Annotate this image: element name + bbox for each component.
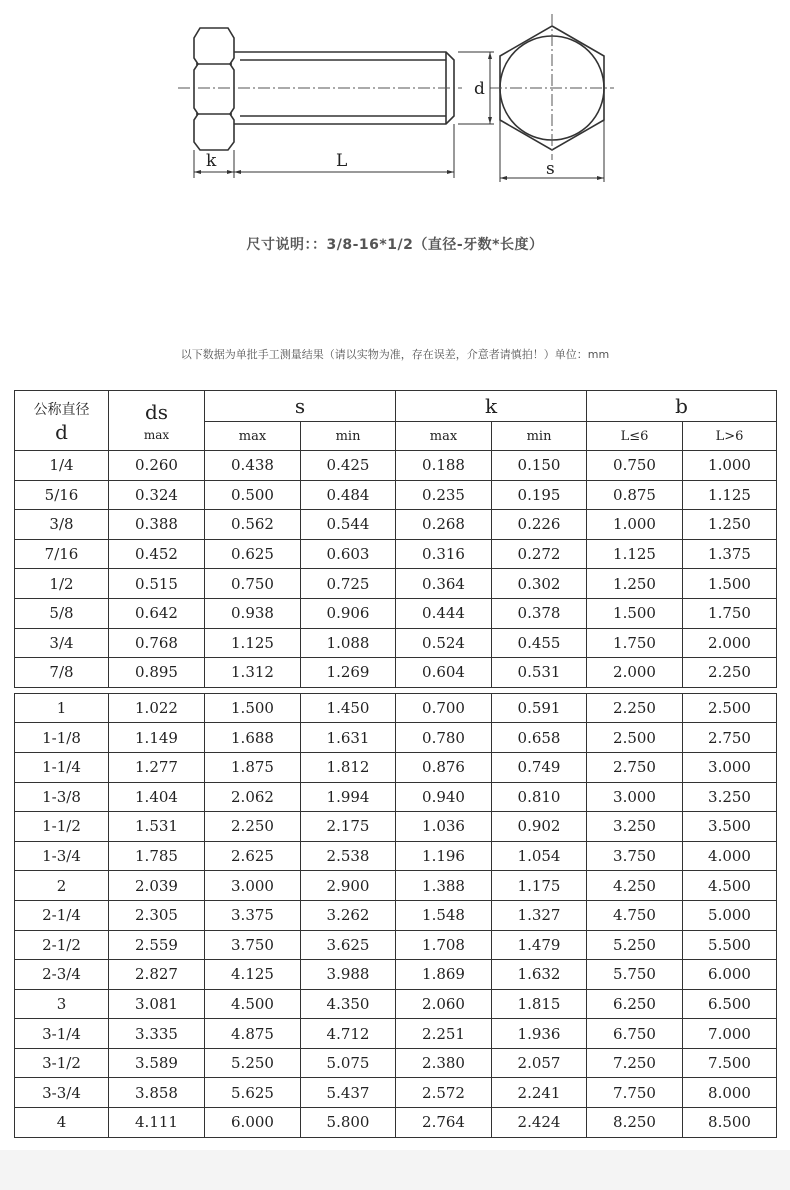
table-cell: 7.000	[683, 1019, 777, 1049]
table-cell: 1.875	[205, 752, 301, 782]
table-cell: 2.060	[396, 989, 492, 1019]
table-cell: 2.424	[492, 1108, 587, 1138]
table-cell: 4.750	[587, 900, 683, 930]
table-cell: 0.603	[301, 539, 396, 569]
table-cell: 1.149	[109, 723, 205, 753]
table-cell: 3.988	[301, 960, 396, 990]
table-cell: 1.500	[683, 569, 777, 599]
table-cell: 2.000	[683, 628, 777, 658]
table-cell: 1.936	[492, 1019, 587, 1049]
table-cell: 1.631	[301, 723, 396, 753]
table-cell: 1.994	[301, 782, 396, 812]
dim-label-L: L	[336, 151, 348, 171]
table-cell: 1.531	[109, 812, 205, 842]
table-cell: 8.000	[683, 1078, 777, 1108]
table-cell: 7.250	[587, 1048, 683, 1078]
header-k-min: min	[492, 422, 587, 451]
table-cell: 2.250	[587, 693, 683, 723]
table-cell: 0.438	[205, 451, 301, 481]
table-cell: 1/2	[15, 569, 109, 599]
table-cell: 4.500	[205, 989, 301, 1019]
table-cell: 2.750	[683, 723, 777, 753]
table-cell: 4	[15, 1108, 109, 1138]
table-cell: 1/4	[15, 451, 109, 481]
table-cell: 2	[15, 871, 109, 901]
table-cell: 1.812	[301, 752, 396, 782]
table-cell: 0.268	[396, 510, 492, 540]
table-cell: 0.780	[396, 723, 492, 753]
table-cell: 0.749	[492, 752, 587, 782]
table-cell: 8.500	[683, 1108, 777, 1138]
table-row	[15, 930, 777, 960]
table-cell: 0.938	[205, 598, 301, 628]
table-cell: 0.515	[109, 569, 205, 599]
header-k-max: max	[396, 422, 492, 451]
table-cell: 3.000	[683, 752, 777, 782]
table-cell: 0.531	[492, 658, 587, 688]
table-row	[15, 628, 777, 658]
table-cell: 0.895	[109, 658, 205, 688]
table-cell: 2-1/2	[15, 930, 109, 960]
table-row	[15, 723, 777, 753]
table-row	[15, 782, 777, 812]
table-cell: 4.125	[205, 960, 301, 990]
table-cell: 4.712	[301, 1019, 396, 1049]
table-row	[15, 960, 777, 990]
table-cell: 1.869	[396, 960, 492, 990]
table-cell: 7.750	[587, 1078, 683, 1108]
table-cell: 0.875	[587, 480, 683, 510]
table-cell: 1.000	[683, 451, 777, 481]
table-cell: 1.269	[301, 658, 396, 688]
table-cell: 3.500	[683, 812, 777, 842]
table-cell: 2.500	[683, 693, 777, 723]
table-cell: 0.658	[492, 723, 587, 753]
table-cell: 6.000	[205, 1108, 301, 1138]
bolt-head-outline	[194, 28, 234, 150]
table-cell: 0.378	[492, 598, 587, 628]
table-cell: 2.380	[396, 1048, 492, 1078]
table-cell: 1-3/4	[15, 841, 109, 871]
table-cell: 1-3/8	[15, 782, 109, 812]
table-row	[15, 1108, 777, 1138]
table-row	[15, 598, 777, 628]
table-cell: 0.226	[492, 510, 587, 540]
table-cell: 0.425	[301, 451, 396, 481]
table-row	[15, 451, 777, 481]
measurement-note: 以下数据为单批手工测量结果（请以实物为准，存在误差，介意者请慎拍！）单位：mm	[180, 348, 610, 361]
table-cell: 0.444	[396, 598, 492, 628]
table-cell: 2.900	[301, 871, 396, 901]
table-cell: 0.625	[205, 539, 301, 569]
table-row	[15, 539, 777, 569]
table-cell: 1.175	[492, 871, 587, 901]
table-cell: 0.810	[492, 782, 587, 812]
table-cell: 3.858	[109, 1078, 205, 1108]
footer-band	[0, 1150, 790, 1190]
header-b-gt6: L>6	[683, 422, 777, 451]
table-cell: 0.188	[396, 451, 492, 481]
table-cell: 0.500	[205, 480, 301, 510]
table-cell: 0.750	[587, 451, 683, 481]
table-cell: 3-3/4	[15, 1078, 109, 1108]
table-cell: 5.500	[683, 930, 777, 960]
table-cell: 1.327	[492, 900, 587, 930]
table-cell: 1.022	[109, 693, 205, 723]
table-cell: 0.324	[109, 480, 205, 510]
table-cell: 2.251	[396, 1019, 492, 1049]
dim-label-d: d	[474, 79, 485, 99]
table-cell: 2.559	[109, 930, 205, 960]
table-cell: 0.700	[396, 693, 492, 723]
table-group-large	[15, 693, 777, 1137]
table-cell: 6.250	[587, 989, 683, 1019]
header-ds	[109, 391, 205, 451]
table-cell: 0.260	[109, 451, 205, 481]
table-row	[15, 510, 777, 540]
header-ds-max: max	[143, 427, 170, 442]
table-cell: 3.335	[109, 1019, 205, 1049]
table-cell: 3.750	[205, 930, 301, 960]
table-cell: 1	[15, 693, 109, 723]
table-cell: 2.572	[396, 1078, 492, 1108]
header-nominal-label: 公称直径	[33, 401, 90, 418]
table-cell: 1.277	[109, 752, 205, 782]
table-row	[15, 871, 777, 901]
table-cell: 5.000	[683, 900, 777, 930]
table-cell: 7.500	[683, 1048, 777, 1078]
table-row	[15, 841, 777, 871]
header-k: k	[396, 391, 587, 422]
table-cell: 2.039	[109, 871, 205, 901]
table-cell: 1.312	[205, 658, 301, 688]
table-cell: 7/8	[15, 658, 109, 688]
table-cell: 3.625	[301, 930, 396, 960]
table-cell: 0.604	[396, 658, 492, 688]
table-cell: 0.524	[396, 628, 492, 658]
table-cell: 0.455	[492, 628, 587, 658]
table-cell: 3.081	[109, 989, 205, 1019]
table-cell: 1.632	[492, 960, 587, 990]
table-cell: 2.500	[587, 723, 683, 753]
table-cell: 1.500	[587, 598, 683, 628]
table-cell: 5.250	[587, 930, 683, 960]
table-cell: 0.235	[396, 480, 492, 510]
table-row	[15, 900, 777, 930]
dimension-caption: 尺寸说明：：3/8-16*1/2（直径-牙数*长度）	[246, 237, 544, 253]
table-cell: 3/4	[15, 628, 109, 658]
table-cell: 3.750	[587, 841, 683, 871]
table-cell: 5.625	[205, 1078, 301, 1108]
table-cell: 1-1/2	[15, 812, 109, 842]
table-cell: 1.375	[683, 539, 777, 569]
table-cell: 2.750	[587, 752, 683, 782]
header-nominal-diameter	[15, 391, 109, 451]
table-cell: 0.484	[301, 480, 396, 510]
bolt-spec-table	[14, 390, 777, 1138]
table-cell: 2-3/4	[15, 960, 109, 990]
table-cell: 1.250	[683, 510, 777, 540]
table-cell: 2.000	[587, 658, 683, 688]
table-cell: 2.062	[205, 782, 301, 812]
table-cell: 1.125	[205, 628, 301, 658]
table-cell: 1.785	[109, 841, 205, 871]
table-row	[15, 812, 777, 842]
table-cell: 2.241	[492, 1078, 587, 1108]
header-ds-symbol: ds	[144, 399, 169, 424]
table-cell: 2.625	[205, 841, 301, 871]
table-cell: 1.548	[396, 900, 492, 930]
table-cell: 0.902	[492, 812, 587, 842]
table-cell: 5.075	[301, 1048, 396, 1078]
table-cell: 3.589	[109, 1048, 205, 1078]
table-cell: 7/16	[15, 539, 109, 569]
table-cell: 1-1/4	[15, 752, 109, 782]
table-cell: 0.195	[492, 480, 587, 510]
table-cell: 3.000	[205, 871, 301, 901]
table-row	[15, 658, 777, 688]
table-cell: 0.940	[396, 782, 492, 812]
table-cell: 0.906	[301, 598, 396, 628]
table-cell: 0.768	[109, 628, 205, 658]
table-cell: 0.150	[492, 451, 587, 481]
table-cell: 2.250	[205, 812, 301, 842]
table-cell: 0.591	[492, 693, 587, 723]
table-cell: 0.452	[109, 539, 205, 569]
table-cell: 0.562	[205, 510, 301, 540]
header-b: b	[587, 391, 777, 422]
dim-label-k: k	[206, 151, 217, 171]
table-cell: 1.000	[587, 510, 683, 540]
table-cell: 1.088	[301, 628, 396, 658]
table-cell: 1.250	[587, 569, 683, 599]
table-cell: 1.815	[492, 989, 587, 1019]
table-cell: 1.125	[683, 480, 777, 510]
table-cell: 5.250	[205, 1048, 301, 1078]
table-cell: 5.750	[587, 960, 683, 990]
table-cell: 3.250	[683, 782, 777, 812]
table-cell: 5/16	[15, 480, 109, 510]
table-cell: 4.250	[587, 871, 683, 901]
table-cell: 0.725	[301, 569, 396, 599]
table-cell: 4.000	[683, 841, 777, 871]
table-cell: 4.500	[683, 871, 777, 901]
table-cell: 1-1/8	[15, 723, 109, 753]
table-cell: 1.450	[301, 693, 396, 723]
table-cell: 1.054	[492, 841, 587, 871]
table-row	[15, 989, 777, 1019]
table-cell: 3.262	[301, 900, 396, 930]
table-cell: 1.500	[205, 693, 301, 723]
table-cell: 3/8	[15, 510, 109, 540]
table-row	[15, 569, 777, 599]
table-cell: 0.876	[396, 752, 492, 782]
table-row	[15, 1048, 777, 1078]
table-cell: 0.364	[396, 569, 492, 599]
table-cell: 3	[15, 989, 109, 1019]
table-cell: 4.875	[205, 1019, 301, 1049]
header-s-min: min	[301, 422, 396, 451]
table-cell: 1.479	[492, 930, 587, 960]
table-row	[15, 1078, 777, 1108]
table-cell: 2.305	[109, 900, 205, 930]
table-cell: 1.388	[396, 871, 492, 901]
table-cell: 0.750	[205, 569, 301, 599]
header-nominal-symbol: d	[55, 419, 68, 444]
table-row	[15, 1019, 777, 1049]
table-cell: 3.250	[587, 812, 683, 842]
table-cell: 1.404	[109, 782, 205, 812]
table-cell: 1.750	[587, 628, 683, 658]
table-cell: 2.827	[109, 960, 205, 990]
table-group-fractional	[15, 451, 777, 688]
header-s-max: max	[205, 422, 301, 451]
table-cell: 0.272	[492, 539, 587, 569]
table-cell: 4.350	[301, 989, 396, 1019]
table-row	[15, 752, 777, 782]
table-cell: 2-1/4	[15, 900, 109, 930]
table-row	[15, 693, 777, 723]
table-cell: 2.175	[301, 812, 396, 842]
table-cell: 3-1/4	[15, 1019, 109, 1049]
table-cell: 0.642	[109, 598, 205, 628]
table-cell: 3.375	[205, 900, 301, 930]
dim-label-s: s	[546, 159, 555, 179]
table-row	[15, 480, 777, 510]
table-cell: 3.000	[587, 782, 683, 812]
header-b-le6: L≤6	[587, 422, 683, 451]
table-cell: 1.036	[396, 812, 492, 842]
table-cell: 1.125	[587, 539, 683, 569]
table-cell: 5/8	[15, 598, 109, 628]
table-cell: 0.316	[396, 539, 492, 569]
table-cell: 1.750	[683, 598, 777, 628]
table-cell: 6.500	[683, 989, 777, 1019]
table-cell: 4.111	[109, 1108, 205, 1138]
table-cell: 6.750	[587, 1019, 683, 1049]
table-cell: 0.544	[301, 510, 396, 540]
bolt-technical-drawing	[0, 0, 790, 200]
table-cell: 0.388	[109, 510, 205, 540]
table-cell: 3-1/2	[15, 1048, 109, 1078]
table-cell: 8.250	[587, 1108, 683, 1138]
table-cell: 2.764	[396, 1108, 492, 1138]
table-cell: 5.800	[301, 1108, 396, 1138]
table-cell: 5.437	[301, 1078, 396, 1108]
table-cell: 1.688	[205, 723, 301, 753]
header-s: s	[205, 391, 396, 422]
table-cell: 2.057	[492, 1048, 587, 1078]
table-cell: 6.000	[683, 960, 777, 990]
table-cell: 2.538	[301, 841, 396, 871]
table-cell: 1.708	[396, 930, 492, 960]
table-cell: 0.302	[492, 569, 587, 599]
table-cell: 2.250	[683, 658, 777, 688]
table-cell: 1.196	[396, 841, 492, 871]
